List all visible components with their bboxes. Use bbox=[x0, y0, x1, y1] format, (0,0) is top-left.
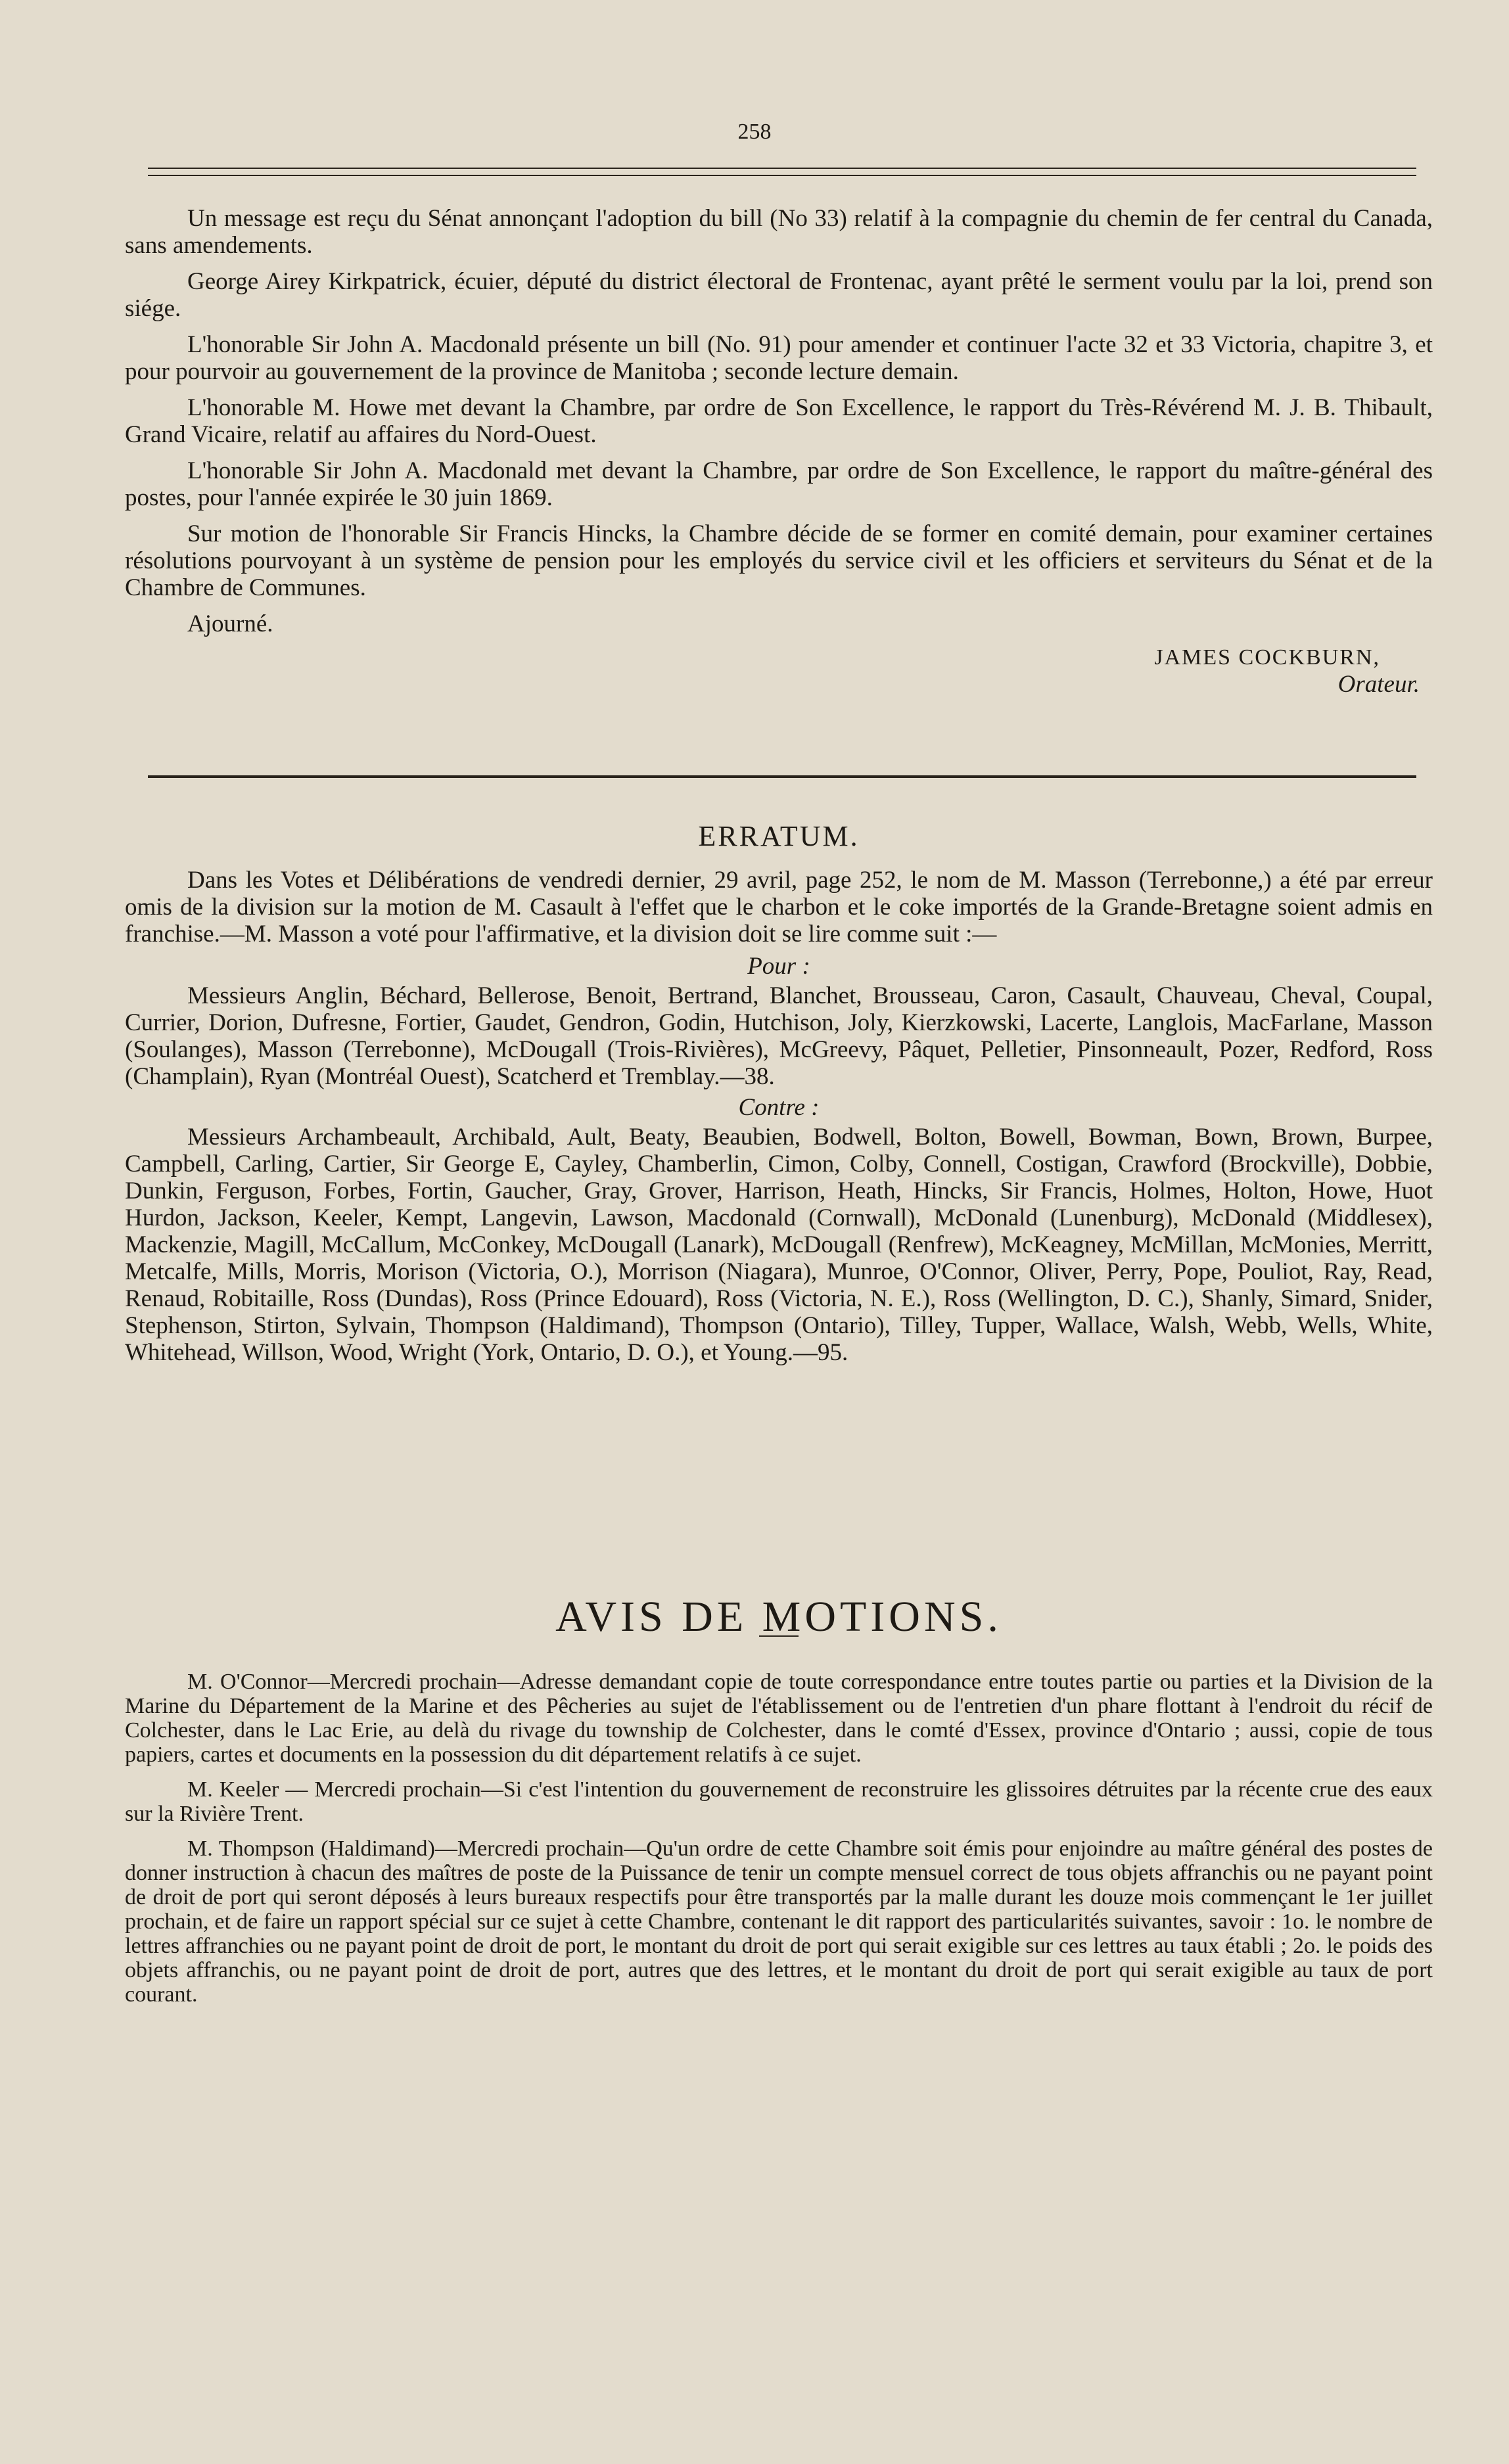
section-rule bbox=[148, 775, 1416, 778]
paragraph-pension-motion: Sur motion de l'honorable Sir Francis Hincks, la Chambre décide de se former en comité demain, pour examiner certaines résolutions pourvoyant à un système de pension pour les employés du service civil et les officiers et serviteurs du Sénat et de la Chambre de Communes. bbox=[125, 520, 1433, 601]
paragraph-postmaster-report: L'honorable Sir John A. Macdonald met devant la Chambre, par ordre de Son Excellence, le rapport du maître-général des postes, pour l'année expirée le 30 juin 1869. bbox=[125, 457, 1433, 511]
proceedings-section bbox=[125, 205, 1433, 698]
paragraph-senate-message: Un message est reçu du Sénat annonçant l'adoption du bill (No 33) relatif à la compagnie du chemin de fer central du Canada, sans amendements. bbox=[125, 205, 1433, 259]
signature-title: Orateur. bbox=[1337, 671, 1420, 698]
page-number: 258 bbox=[737, 120, 772, 144]
avis-section bbox=[125, 1593, 1433, 2007]
motion-oconnor: M. O'Connor—Mercredi prochain—Adresse demandant copie de toute correspondance entre toutes partie ou parties et la Division de la Marine du Département de la Marine et des Pêcheries au sujet de l'établissement ou de l'entretien d'un phare flottant à l'endroit du récif de Colchester, dans le Lac Erie, au delà du rivage du township de Colchester, dans le comté d'Essex, province d'Ontario ; aussi, copie de tous papiers, cartes et documents en la possession du dit département relatifs à ce sujet. bbox=[125, 1670, 1433, 1767]
motion-keeler: M. Keeler — Mercredi prochain—Si c'est l'intention du gouvernement de reconstruire les glissoires détruites par la récente crue des eaux sur la Rivière Trent. bbox=[125, 1777, 1433, 1826]
erratum-section bbox=[125, 820, 1433, 1366]
paragraph-bill-91: L'honorable Sir John A. Macdonald présente un bill (No. 91) pour amender et continuer l'acte 32 et 33 Victoria, chapitre 3, et pour pourvoir au gouvernement de la province de Manitoba ; seconde lecture demain. bbox=[125, 331, 1433, 385]
avis-heading: AVIS DE MOTIONS. bbox=[555, 1593, 1002, 1641]
header-rule bbox=[148, 168, 1416, 176]
erratum-intro: Dans les Votes et Délibérations de vendredi dernier, 29 avril, page 252, le nom de M. Masson (Terrebonne,) a été par erreur omis de la division sur la motion de M. Casault à l'effet que le charbon et le coke importés de la Grande-Bretagne soient admis en franchise.—M. Masson a voté pour l'affirmative, et la division doit se lire comme suit :— bbox=[125, 867, 1433, 947]
pour-list: Messieurs Anglin, Béchard, Bellerose, Benoit, Bertrand, Blanchet, Brousseau, Caron, Casault, Chauveau, Cheval, Coupal, Currier, Dorion, Dufresne, Fortier, Gaudet, Gendron, Godin, Hutchison, Joly, Kierzkowski, Lacerte, Langlois, MacFarlane, Masson (Soulanges), Masson (Terrebonne), McDougall (Trois-Rivières), McGreevy, Pâquet, Pelletier, Pinsonneault, Pozer, Redford, Ross (Champlain), Ryan (Montréal Ouest), Scatcherd et Tremblay.—38. bbox=[125, 982, 1433, 1090]
paragraph-thibault-report: L'honorable M. Howe met devant la Chambre, par ordre de Son Excellence, le rapport du Très-Révérend M. J. B. Thibault, Grand Vicaire, relatif au affaires du Nord-Ouest. bbox=[125, 394, 1433, 448]
motion-thompson: M. Thompson (Haldimand)—Mercredi prochain—Qu'un ordre de cette Chambre soit émis pour enjoindre au maître général des postes de donner instruction à chacun des maîtres de poste de la Puissance de tenir un compte mensuel correct de tous objets affranchis ou ne payant point de droit de port qui seront déposés à leurs bureaux respectifs pour être transportés par la malle durant les douze mois commençant le 1er juillet prochain, et de faire un rapport spécial sur ce sujet à cette Chambre, contenant le dit rapport des particularités suivantes, savoir : 1o. le nombre de lettres affranchies ou ne payant point de droit de port, le montant du droit de port qui serait exigible sur ces lettres au taux établi ; 2o. le poids des objets affranchis, ou ne payant point de droit de port, autres que des lettres, et le montant du droit de port qui serait exigible au taux de port courant. bbox=[125, 1837, 1433, 2007]
pour-label: Pour : bbox=[747, 953, 810, 980]
signature-name: JAMES COCKBURN, bbox=[1154, 645, 1380, 670]
paragraph-oath: George Airey Kirkpatrick, écuier, député du district électoral de Frontenac, ayant prêté le serment voulu par la loi, prend son siége. bbox=[125, 268, 1433, 322]
erratum-heading: ERRATUM. bbox=[698, 820, 860, 852]
contre-label: Contre : bbox=[738, 1094, 820, 1121]
contre-list: Messieurs Archambeault, Archibald, Ault, Beaty, Beaubien, Bodwell, Bolton, Bowell, Bowman, Bown, Brown, Burpee, Campbell, Carling, Cartier, Sir George E, Cayley, Chamberlin, Cimon, Colby, Connell, Costigan, Crawford (Brockville), Dobbie, Dunkin, Ferguson, Forbes, Fortin, Gaucher, Gray, Grover, Harrison, Heath, Hincks, Sir Francis, Holmes, Holton, Howe, Huot Hurdon, Jackson, Keeler, Kempt, Langevin, Lawson, Macdonald (Cornwall), McDonald (Lunenburg), McDonald (Middlesex), Mackenzie, Magill, McCallum, McConkey, McDougall (Lanark), McDougall (Renfrew), McKeagney, McMillan, McMonies, Merritt, Metcalfe, Mills, Morris, Morison (Victoria, O.), Morrison (Niagara), Munroe, O'Connor, Oliver, Perry, Pope, Pouliot, Ray, Read, Renaud, Robitaille, Ross (Dundas), Ross (Prince Edouard), Ross (Victoria, N. E.), Ross (Wellington, D. C.), Shanly, Simard, Snider, Stephenson, Stirton, Sylvain, Thompson (Haldimand), Thompson (Ontario), Tilley, Tupper, Wallace, Walsh, Webb, Wells, White, Whitehead, Willson, Wood, Wright (York, Ontario, D. O.), et Young.—95. bbox=[125, 1124, 1433, 1366]
paragraph-adjourned: Ajourné. bbox=[187, 610, 273, 637]
